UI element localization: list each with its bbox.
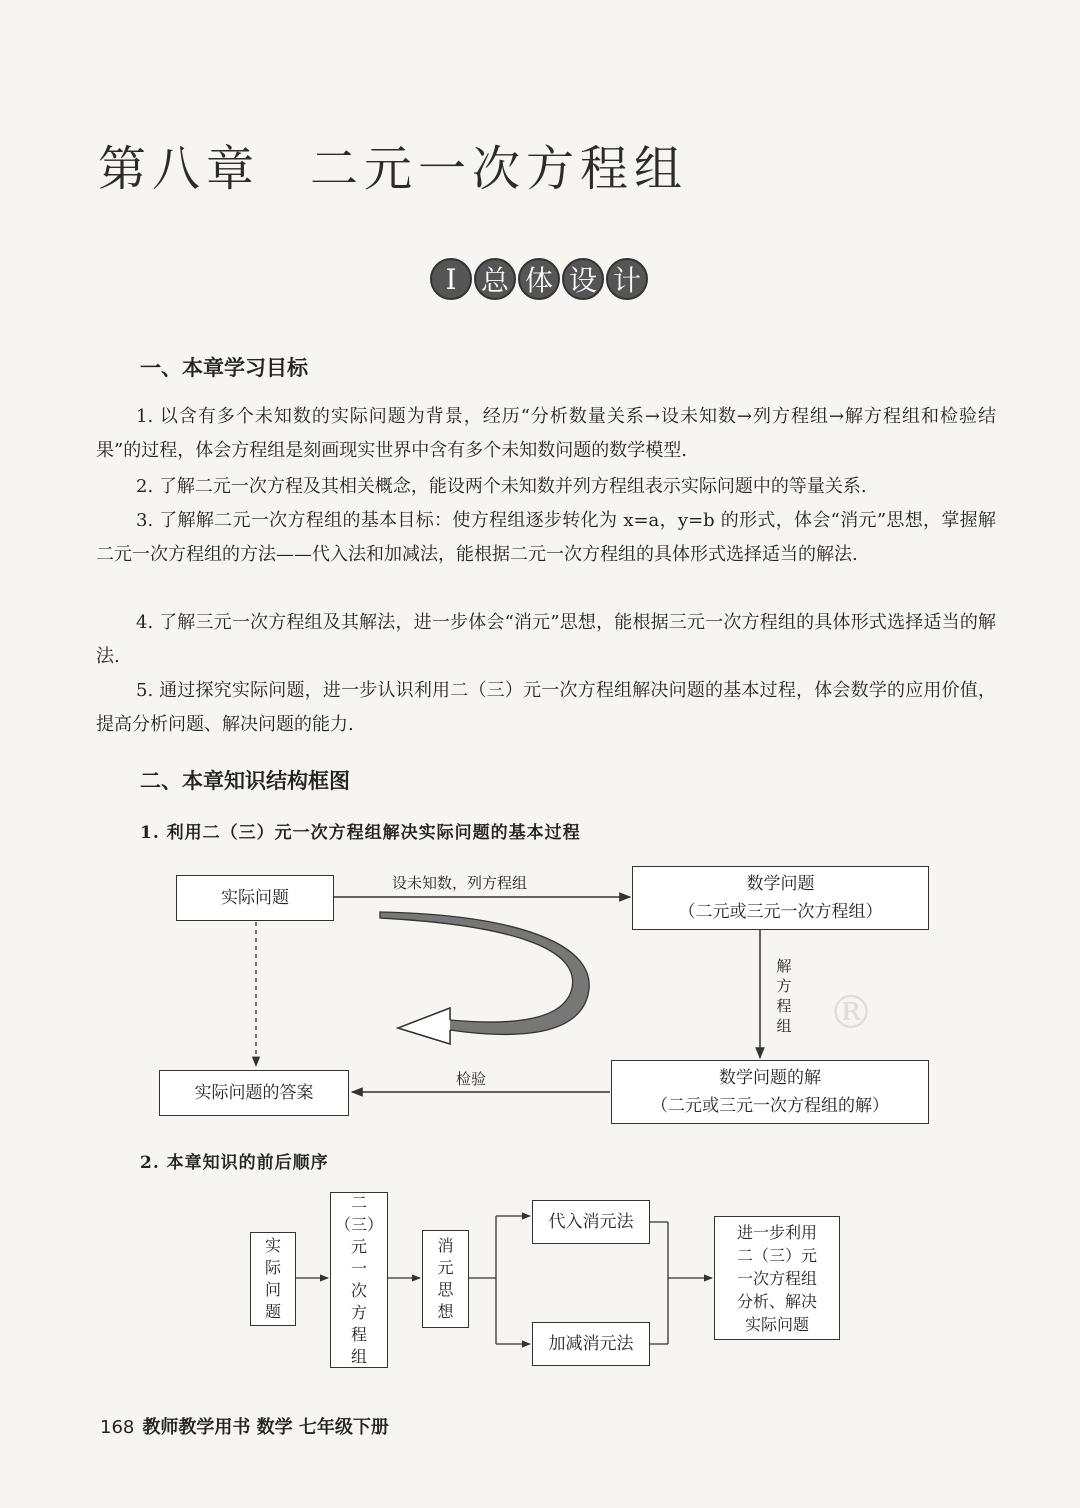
substitution-text: 代入消元法 [548,1212,634,1232]
real-answer-text: 实际问题的答案 [194,1083,314,1103]
equations-vbox [330,1192,388,1368]
vbox-char: 程 [350,1325,367,1344]
solve-label [776,956,792,1036]
solve-label-char: 解 [776,957,792,975]
vbox-char: 实 [264,1236,281,1255]
objective-2: 2. 了解二元一次方程及其相关概念，能设两个未知数并列方程组表示实际问题中的等量关系. [136,476,867,497]
objective-4: 4. 了解三元一次方程组及其解法，进一步体会“消元”思想，能根据三元一次方程组的具体形式选择适当的解法. [96,612,996,667]
vbox-char: 方 [350,1303,367,1322]
vbox-char: 消 [437,1236,454,1255]
math-problem-text: 数学问题 [746,874,815,894]
further-line: 实际问题 [744,1314,809,1334]
math-problem-subtext: （二元或三元一次方程组） [678,902,883,922]
page-footer [100,1413,389,1439]
solve-label-char: 组 [776,1017,792,1035]
solve-label-char: 方 [776,977,792,995]
objective-3: 3. 了解解二元一次方程组的基本目标：使方程组逐步转化为 x=a，y=b 的形式，体会“消元”思想，掌握解二元一次方程组的方法——代入法和加减法，能根据二元一次方程组的具体形式选择适当的解法. [96,510,996,565]
further-line: 进一步利用 [736,1222,817,1242]
further-box [714,1216,840,1340]
registered-watermark: ® [828,985,874,1039]
objective-1: 1. 以含有多个未知数的实际问题为背景，经历“分析数量关系→设未知数→列方程组→解方程组和检验结果”的过程，体会方程组是刻画现实世界中含有多个未知数问题的数学模型. [96,406,996,461]
vbox-char: 题 [264,1302,281,1321]
design-header-char: 计 [606,258,648,300]
solve-label-char: 程 [776,997,792,1015]
check-label: 检验 [456,1070,487,1088]
curved-cycle-arrow [380,912,589,1044]
vbox-char: 二 [350,1193,367,1212]
setup-label: 设未知数，列方程组 [392,874,528,892]
vbox-char: （三） [334,1215,383,1234]
design-header-char: 总 [474,258,516,300]
vbox-char: 际 [264,1258,281,1277]
vbox-char: 元 [437,1258,454,1277]
elimination-vbox [422,1230,469,1328]
addition-box [532,1322,650,1366]
vbox-char: 一 [350,1259,367,1278]
design-header [430,258,648,300]
chapter-name: 二元一次方程组 [310,141,689,197]
vbox-char: 元 [350,1237,367,1256]
substitution-box [532,1200,650,1244]
vbox-char: 组 [350,1347,367,1366]
objective-5: 5. 通过探究实际问题，进一步认识利用二（三）元一次方程组解决问题的基本过程，体会数学的应用价值，提高分析问题、解决问题的能力. [96,680,996,735]
chapter-title [98,130,688,199]
real-problem-text: 实际问题 [221,888,289,908]
vbox-char: 次 [350,1281,367,1300]
diagram2-heading: 2. 本章知识的前后顺序 [140,1153,329,1173]
page-number: 168 [100,1417,135,1438]
math-solution-box [611,1060,929,1124]
book-title: 教师教学用书 数学 七年级下册 [142,1417,389,1438]
design-header-char: 设 [562,258,604,300]
further-line: 一次方程组 [736,1268,817,1288]
math-solution-subtext: （二元或三元一次方程组的解） [651,1096,889,1116]
real-answer-box [159,1070,349,1116]
real-problem-box [176,875,334,921]
design-header-char: 体 [518,258,560,300]
further-line: 二（三）元 [736,1245,817,1265]
diagram1-heading: 1. 利用二（三）元一次方程组解决实际问题的基本过程 [140,823,581,843]
math-problem-box [632,866,929,930]
curved-arrow-head [398,1008,450,1044]
addition-text: 加减消元法 [548,1334,634,1354]
design-header-char: Ⅰ [430,258,472,300]
further-line: 分析、解决 [736,1291,817,1311]
real-problem-vbox [250,1232,296,1326]
section2-heading: 二、本章知识结构框图 [140,769,350,793]
vbox-char: 想 [437,1302,454,1321]
vbox-char: 问 [264,1280,281,1299]
section1-heading: 一、本章学习目标 [140,356,308,380]
vbox-char: 思 [437,1280,454,1299]
math-solution-text: 数学问题的解 [719,1068,821,1088]
chapter-number: 第八章 [98,141,261,197]
